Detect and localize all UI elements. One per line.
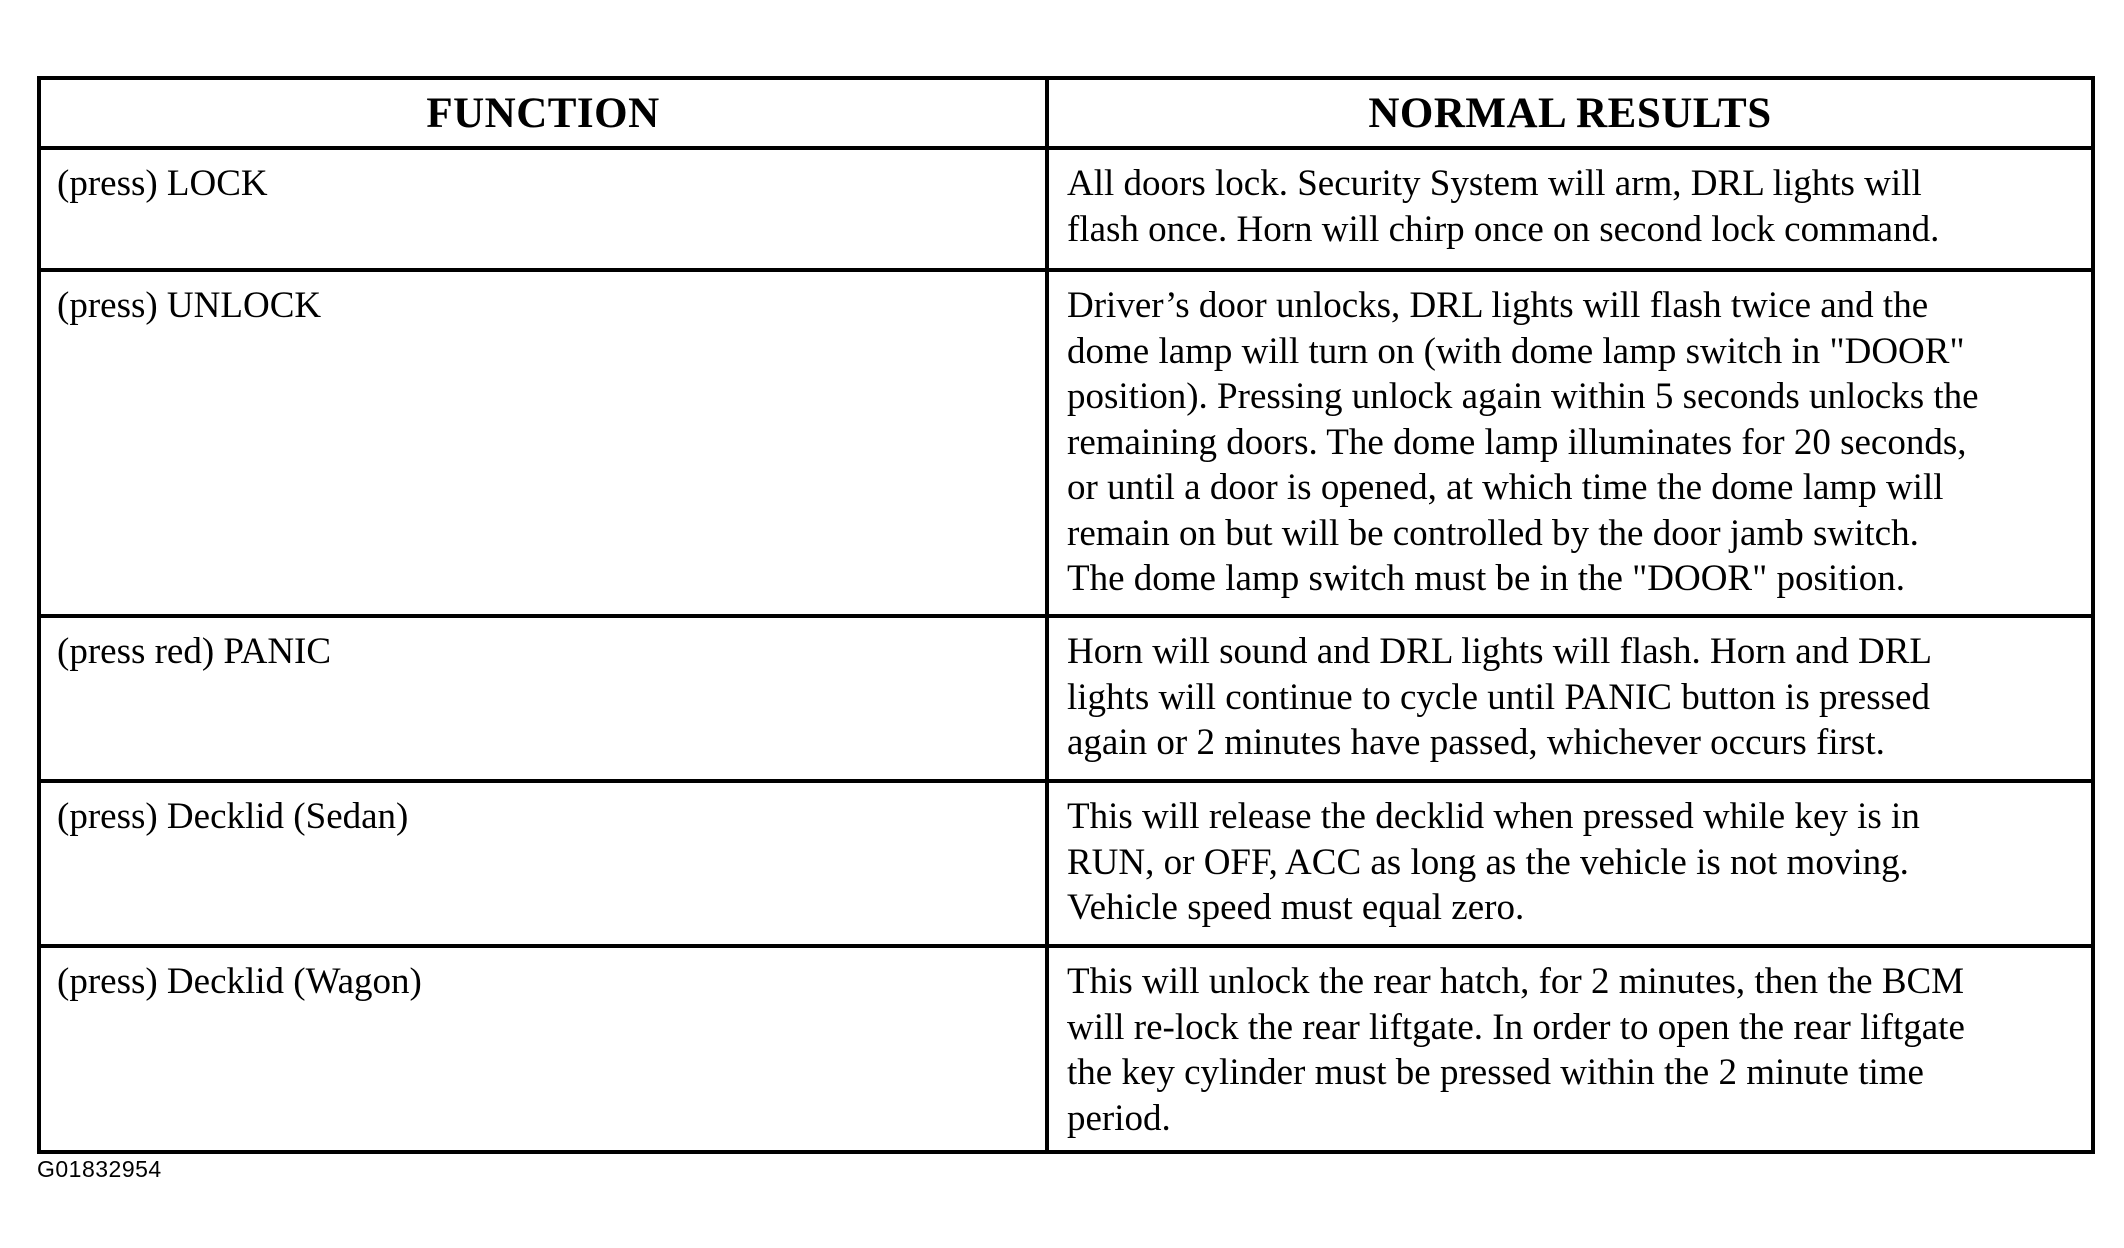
figure-id: G01832954 [37,1156,162,1182]
function-cell: (press) LOCK [39,148,1047,270]
header-row [39,78,2093,148]
result-line: remaining doors. The dome lamp illuminates for 20 seconds, [1067,421,1967,463]
header-function: FUNCTION [39,78,1047,148]
result-line: Vehicle speed must equal zero. [1067,887,1525,928]
result-line: RUN, or OFF, ACC as long as the vehicle is not moving. [1067,841,1909,883]
table-row-lock [39,148,2093,270]
result-line: position). Pressing unlock again within 5 seconds unlocks the [1067,376,1979,417]
result-line: the key cylinder must be pressed within the 2 minute time [1067,1052,1924,1093]
result-cell [1047,946,2093,1152]
result-line: will re-lock the rear liftgate. In order to open the rear liftgate [1067,1006,1965,1048]
result-line: This will unlock the rear hatch, for 2 minutes, then the BCM [1067,961,1965,1002]
table-row-decklid-sedan [39,781,2093,946]
table-row-panic [39,616,2093,781]
function-cell: (press) Decklid (Sedan) [39,781,1047,946]
function-cell: (press) UNLOCK [39,270,1047,616]
result-line: Horn will sound and DRL lights will flash. Horn and DRL [1067,631,1932,672]
result-line: period. [1067,1097,1171,1139]
function-cell: (press red) PANIC [39,616,1047,781]
result-line: remain on but will be controlled by the door jamb switch. [1067,512,1919,554]
result-line: lights will continue to cycle until PANIC button is pressed [1067,676,1930,718]
result-line: Driver’s door unlocks, DRL lights will flash twice and the [1067,285,1929,326]
result-cell [1047,616,2093,781]
result-cell [1047,270,2093,616]
result-line: again or 2 minutes have passed, whichever occurs first. [1067,722,1885,763]
result-cell [1047,781,2093,946]
result-line: All doors lock. Security System will arm, DRL lights will [1067,163,1922,204]
result-line: dome lamp will turn on (with dome lamp switch in "DOOR" [1067,330,1965,372]
table-row-decklid-wagon [39,946,2093,1152]
table-row-unlock [39,270,2093,616]
result-cell [1047,148,2093,270]
header-normal-results: NORMAL RESULTS [1047,78,2093,148]
function-cell: (press) Decklid (Wagon) [39,946,1047,1152]
result-line: or until a door is opened, at which time the dome lamp will [1067,467,1944,508]
function-results-table [37,76,2095,1154]
result-line: This will release the decklid when pressed while key is in [1067,796,1920,837]
result-line: flash once. Horn will chirp once on second lock command. [1067,208,1940,250]
result-line: The dome lamp switch must be in the "DOOR" position. [1067,558,1905,599]
